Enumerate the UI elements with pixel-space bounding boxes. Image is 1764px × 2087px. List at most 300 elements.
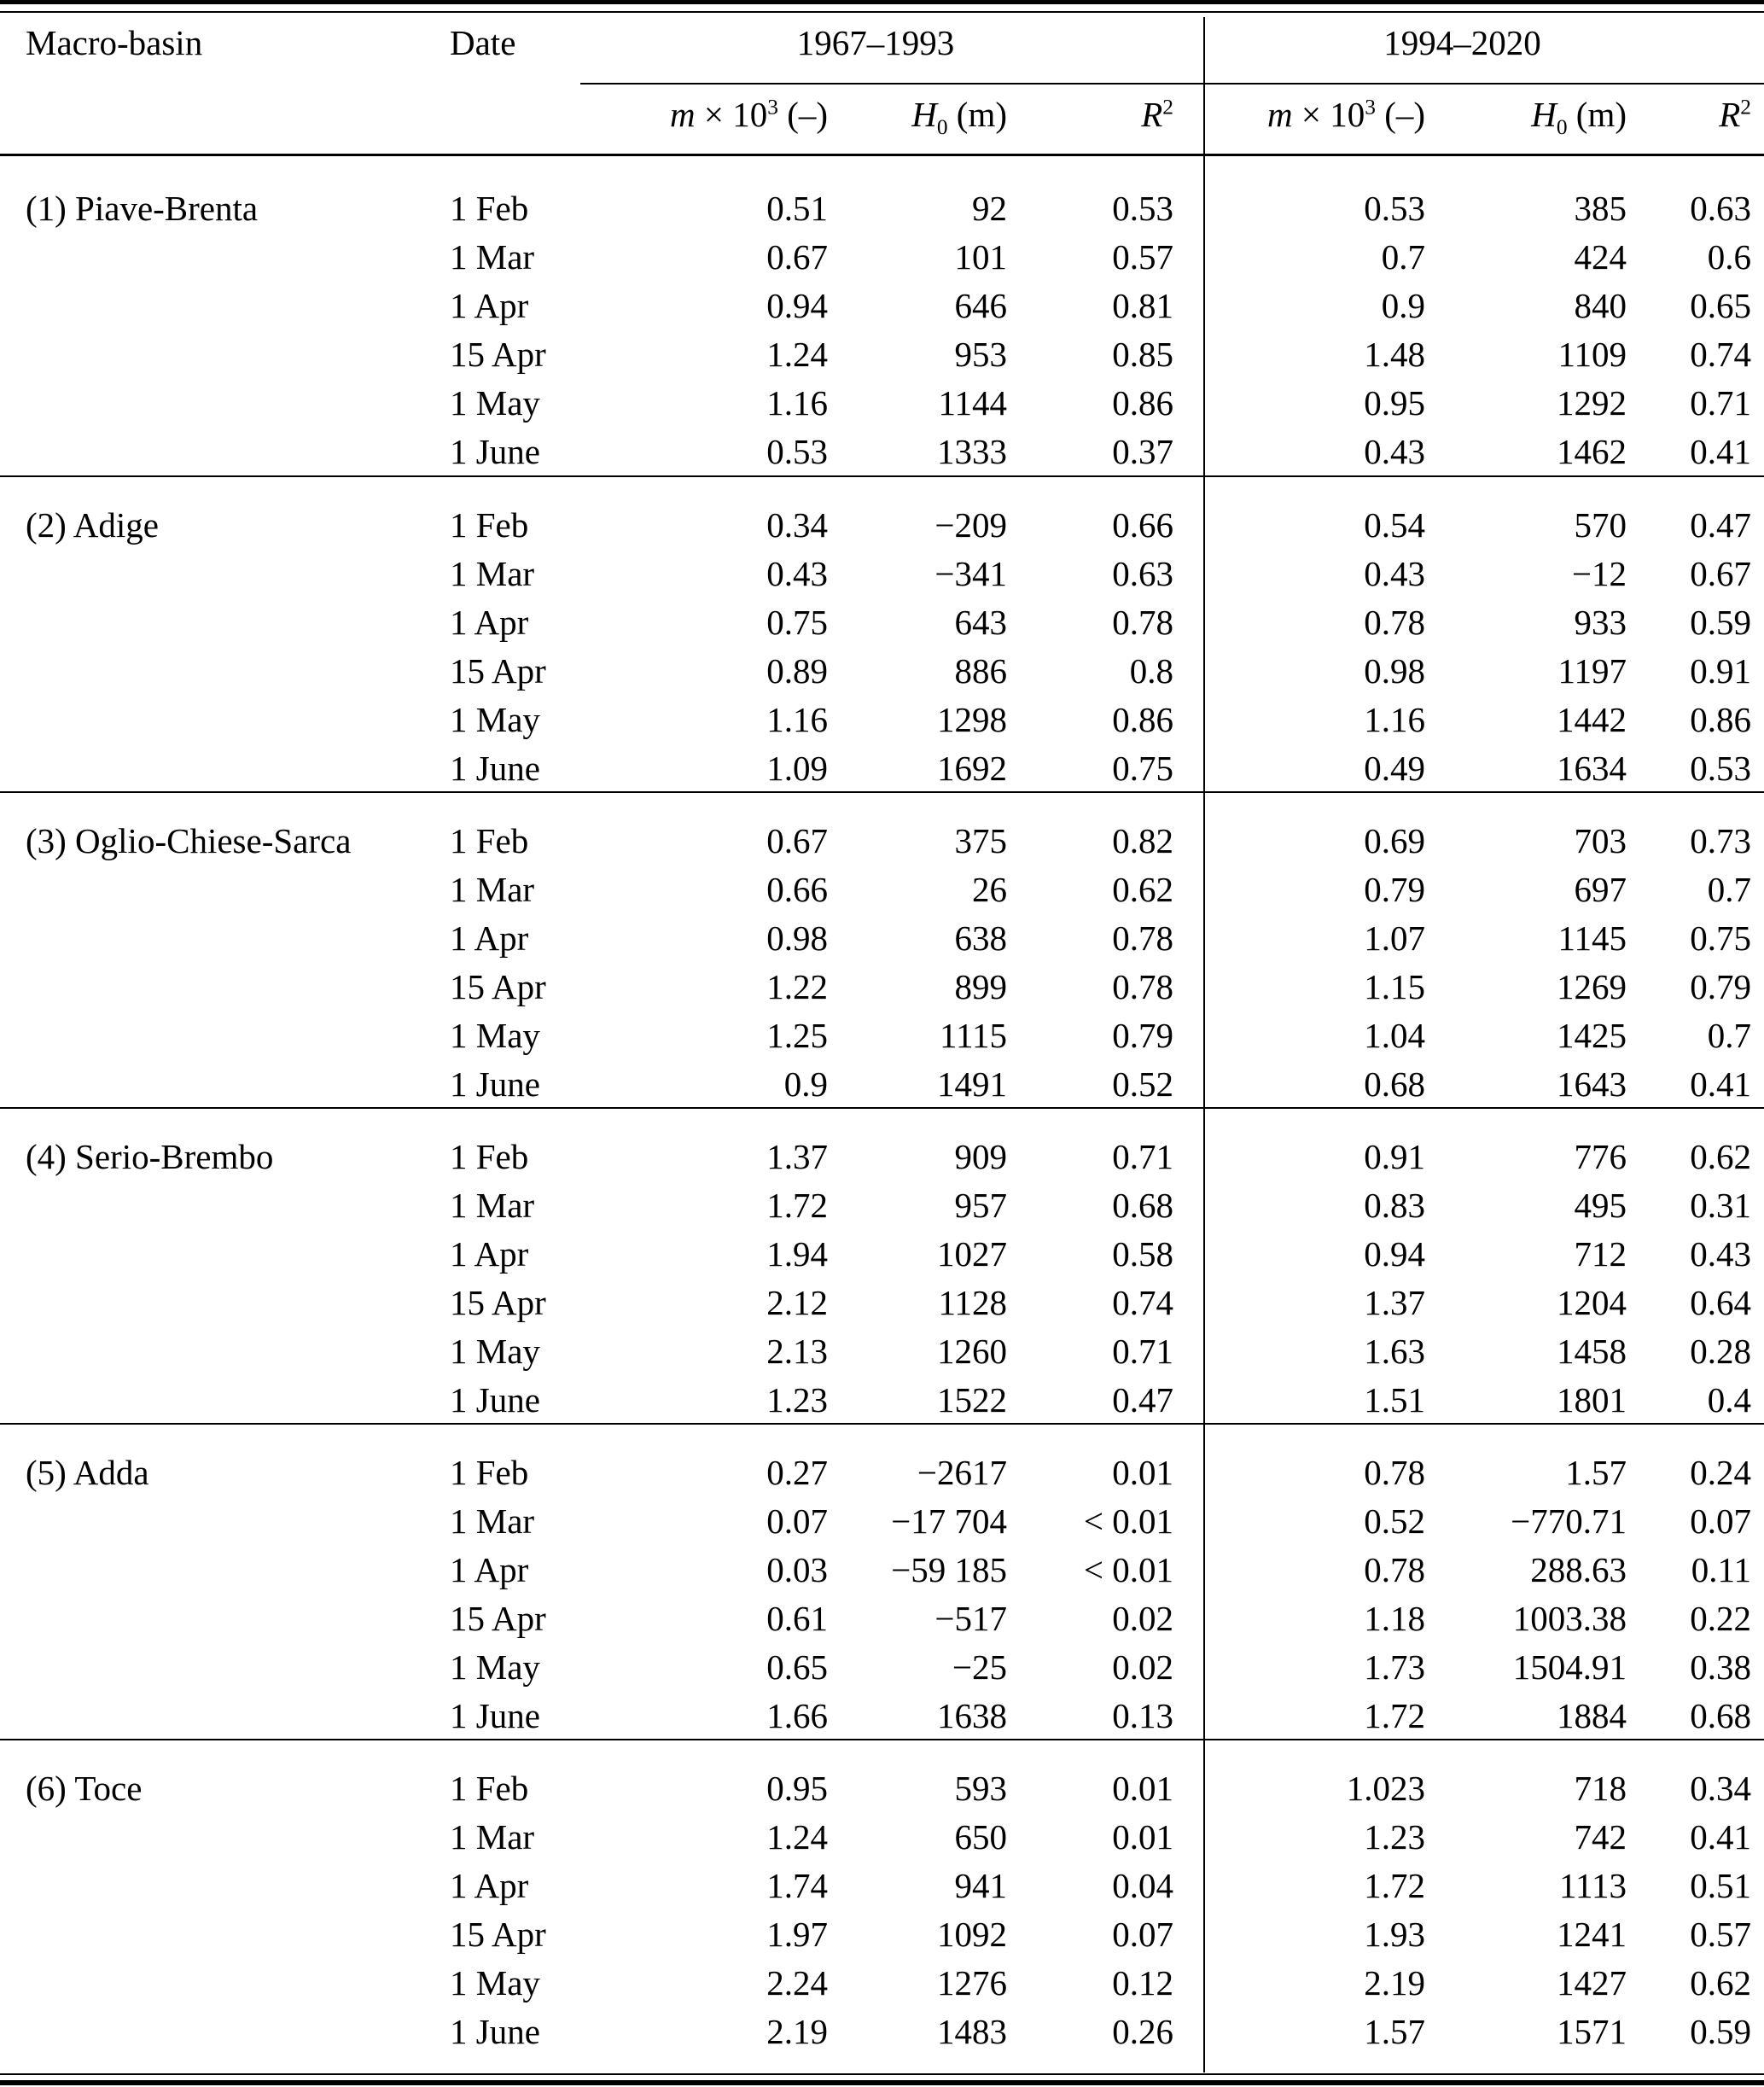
date-cell: 1 Apr — [450, 285, 529, 325]
r2-1994-2020-cell: 0.38 — [1690, 1647, 1751, 1687]
r2-1967-1993-cell: 0.86 — [1112, 382, 1173, 423]
table-row — [0, 1862, 1764, 1910]
m-1994-2020-cell: 0.95 — [1364, 382, 1425, 423]
r2-1967-1993-cell: 0.01 — [1112, 1768, 1173, 1808]
r2-1994-2020-cell: 0.73 — [1690, 820, 1751, 860]
m-1967-1993-cell: 0.94 — [766, 285, 828, 325]
r2-1994-2020-cell: 0.63 — [1690, 188, 1751, 228]
h0-1994-2020-cell: 1197 — [1557, 650, 1627, 691]
table-row — [0, 1813, 1764, 1862]
date-cell: 1 June — [450, 2011, 540, 2051]
date-cell: 1 June — [450, 1064, 540, 1104]
date-cell: 1 June — [450, 431, 540, 471]
h0-1994-2020-cell: 1204 — [1557, 1282, 1627, 1322]
basin-cell — [26, 550, 450, 598]
date-cell: 1 Feb — [450, 1768, 529, 1808]
r2-1967-1993-cell: 0.58 — [1112, 1233, 1173, 1274]
basin-cell — [26, 1497, 450, 1546]
h0-1994-2020-cell: 776 — [1574, 1136, 1627, 1176]
h0-1967-1993-cell: −25 — [952, 1647, 1007, 1687]
h0-1967-1993-cell: 26 — [972, 869, 1007, 909]
m-1967-1993-cell: 0.53 — [766, 431, 828, 471]
r2-1994-2020-cell: 0.62 — [1690, 1136, 1751, 1176]
h0-1967-1993-cell: 1027 — [937, 1233, 1007, 1274]
r2-1967-1993-cell: 0.37 — [1112, 431, 1173, 471]
r2-1994-2020-cell: 0.41 — [1690, 431, 1751, 471]
r2-1967-1993-cell: 0.68 — [1112, 1185, 1173, 1225]
h0-1967-1993-cell: 1692 — [937, 748, 1007, 788]
m-1967-1993-cell: 2.12 — [766, 1282, 828, 1322]
date-cell: 1 May — [450, 1962, 540, 2002]
h0-1967-1993-cell: −2617 — [917, 1452, 1007, 1492]
h0-1994-2020-cell: 1634 — [1557, 748, 1627, 788]
date-cell: 1 Feb — [450, 504, 529, 545]
h0-1967-1993-cell: 643 — [954, 602, 1007, 642]
basin-cell — [26, 696, 450, 744]
date-cell: 1 May — [450, 1331, 540, 1371]
h0-1967-1993-cell: 593 — [954, 1768, 1007, 1808]
r2-1967-1993-cell: 0.85 — [1112, 334, 1173, 374]
basin-cell: (3) Oglio-Chiese-Sarca — [26, 820, 352, 860]
r2-1967-1993-cell: 0.8 — [1129, 650, 1173, 691]
date-cell: 1 Mar — [450, 869, 535, 909]
table-row — [0, 1910, 1764, 1959]
table-row — [0, 1959, 1764, 2008]
m-1994-2020-cell: 2.19 — [1364, 1962, 1425, 2002]
table-row — [0, 282, 1764, 330]
period2-header: 1994–2020 — [1383, 23, 1541, 62]
table-row — [0, 1133, 1764, 1181]
m-1994-2020-cell: 1.023 — [1346, 1768, 1425, 1808]
h0-1967-1993-cell: −209 — [934, 504, 1007, 545]
m-1967-1993-cell: 1.24 — [766, 334, 828, 374]
basin-section — [0, 1740, 1764, 2056]
basin-cell: (6) Toce — [26, 1768, 143, 1808]
m-1967-1993-cell: 1.37 — [766, 1136, 828, 1176]
r2-1967-1993-cell: 0.07 — [1112, 1914, 1173, 1954]
m-1994-2020-cell: 0.78 — [1364, 1549, 1425, 1589]
h0-1994-2020-cell: 288.63 — [1530, 1549, 1627, 1589]
m-1967-1993-cell: 0.75 — [766, 602, 828, 642]
r2-1994-2020-cell: 0.34 — [1690, 1768, 1751, 1808]
h0-1994-2020-cell: 1442 — [1557, 699, 1627, 739]
table-header-row-subcols — [0, 92, 1764, 140]
m-1967-1993-cell: 0.27 — [766, 1452, 828, 1492]
top-rule-thick — [0, 0, 1764, 4]
h0-1967-1993-cell: 1115 — [940, 1015, 1007, 1055]
h0-1967-1993-cell: 1092 — [937, 1914, 1007, 1954]
h0-1994-2020-cell: 697 — [1574, 869, 1627, 909]
h0-1967-1993-cell: 1260 — [937, 1331, 1007, 1371]
m-1967-1993-cell: 1.16 — [766, 382, 828, 423]
r2-1967-1993-cell: 0.01 — [1112, 1452, 1173, 1492]
basin-cell — [26, 428, 450, 476]
h0-1994-2020-cell: 1458 — [1557, 1331, 1627, 1371]
date-cell: 1 Apr — [450, 1233, 529, 1274]
m-1967-1993-cell: 1.23 — [766, 1379, 828, 1420]
period-divider-line — [1203, 17, 1205, 2072]
r2-1994-2020-cell: 0.31 — [1690, 1185, 1751, 1225]
m-1994-2020-cell: 0.7 — [1381, 236, 1425, 277]
r2-1994-2020-cell: 0.07 — [1690, 1501, 1751, 1541]
r2-1967-1993-cell: 0.13 — [1112, 1695, 1173, 1735]
basin-cell — [26, 330, 450, 379]
m-1994-2020-cell: 1.51 — [1364, 1379, 1425, 1420]
m-1994-2020-cell: 1.23 — [1364, 1816, 1425, 1857]
top-rule-thin — [0, 11, 1764, 13]
r2-1994-2020-cell: 0.67 — [1690, 553, 1751, 593]
r2-1967-1993-cell: 0.78 — [1112, 918, 1173, 958]
r2-1994-2020-cell: 0.51 — [1690, 1865, 1751, 1905]
h0-1994-2020-cell: 1113 — [1559, 1865, 1627, 1905]
r2-1994-2020-cell: 0.47 — [1690, 504, 1751, 545]
date-cell: 1 May — [450, 699, 540, 739]
basin-cell — [26, 1376, 450, 1425]
table-row — [0, 1449, 1764, 1497]
h0-1994-2020-cell: 1801 — [1557, 1379, 1627, 1420]
m-1967-1993-cell: 0.66 — [766, 869, 828, 909]
m-1967-1993-cell: 0.61 — [766, 1598, 828, 1638]
m-1967-1993-cell: 1.25 — [766, 1015, 828, 1055]
h0-1994-2020-cell: 703 — [1574, 820, 1627, 860]
h0-1967-1993-cell: 1276 — [937, 1962, 1007, 2002]
m-1967-1993-cell: 1.97 — [766, 1914, 828, 1954]
r2-1967-1993-cell: 0.53 — [1112, 188, 1173, 228]
m-1994-2020-cell: 1.72 — [1364, 1695, 1425, 1735]
table-body — [0, 156, 1764, 2056]
r2-1994-2020-cell: 0.64 — [1690, 1282, 1751, 1322]
table-row — [0, 1327, 1764, 1376]
table-row — [0, 1546, 1764, 1594]
date-cell: 1 Apr — [450, 918, 529, 958]
r2-1967-1993-cell: 0.12 — [1112, 1962, 1173, 2002]
r2-1967-1993-cell: 0.62 — [1112, 869, 1173, 909]
h0-1967-1993-cell: 650 — [954, 1816, 1007, 1857]
h0-1994-2020-cell: 1462 — [1557, 431, 1627, 471]
empty-basin-headcell — [26, 92, 450, 137]
m-1994-2020-cell: 0.53 — [1364, 188, 1425, 228]
basin-cell — [26, 2008, 450, 2056]
r2-1967-1993-cell: 0.82 — [1112, 820, 1173, 860]
bottom-rule-thin — [0, 2073, 1764, 2075]
table-row — [0, 1643, 1764, 1692]
h0-header-p1: $H_0$ (m) — [911, 95, 1007, 140]
table-row — [0, 1692, 1764, 1740]
date-cell: 1 Apr — [450, 1865, 529, 1905]
h0-1967-1993-cell: 941 — [954, 1865, 1007, 1905]
h0-1994-2020-cell: 933 — [1574, 602, 1627, 642]
r2-1967-1993-cell: 0.47 — [1112, 1379, 1173, 1420]
m-1994-2020-cell: 0.78 — [1364, 602, 1425, 642]
h0-1994-2020-cell: 1003.38 — [1512, 1598, 1627, 1638]
h0-1967-1993-cell: 1333 — [937, 431, 1007, 471]
date-cell: 1 Mar — [450, 553, 535, 593]
basin-cell — [26, 233, 450, 282]
r2-1994-2020-cell: 0.86 — [1690, 699, 1751, 739]
r2-1967-1993-cell: 0.57 — [1112, 236, 1173, 277]
h0-1994-2020-cell: 1145 — [1557, 918, 1627, 958]
date-cell: 1 Apr — [450, 602, 529, 642]
table-row — [0, 914, 1764, 963]
h0-header-p2: $H_0$ (m) — [1531, 95, 1627, 140]
basin-cell: (2) Adige — [26, 504, 159, 545]
basin-cell — [26, 282, 450, 330]
date-cell: 1 Mar — [450, 236, 535, 277]
table-row — [0, 817, 1764, 866]
date-cell: 1 Mar — [450, 1501, 535, 1541]
date-cell: 1 Apr — [450, 1549, 529, 1589]
r2-1967-1993-cell: 0.63 — [1112, 553, 1173, 593]
r2-header-p2: $R^2$ — [1719, 95, 1751, 134]
date-cell: 1 June — [450, 1695, 540, 1735]
periods-underline-rule — [580, 83, 1764, 85]
date-cell: 1 Feb — [450, 188, 529, 228]
basin-cell — [26, 1327, 450, 1376]
basin-cell — [26, 1594, 450, 1643]
basin-cell — [26, 914, 450, 963]
m-1967-1993-cell: 1.09 — [766, 748, 828, 788]
date-header: Date — [450, 23, 516, 62]
m-1967-1993-cell: 0.51 — [766, 188, 828, 228]
basin-cell — [26, 1692, 450, 1740]
h0-1994-2020-cell: 570 — [1574, 504, 1627, 545]
r2-1994-2020-cell: 0.79 — [1690, 966, 1751, 1006]
m-1967-1993-cell: 0.9 — [783, 1064, 828, 1104]
r2-1994-2020-cell: 0.4 — [1707, 1379, 1751, 1420]
basin-cell — [26, 1546, 450, 1594]
r2-1994-2020-cell: 0.59 — [1690, 2011, 1751, 2051]
h0-1994-2020-cell: 495 — [1574, 1185, 1627, 1225]
m-1967-1993-cell: 0.89 — [766, 650, 828, 691]
date-cell: 1 Feb — [450, 820, 529, 860]
h0-1967-1993-cell: −341 — [934, 553, 1007, 593]
m-1994-2020-cell: 1.37 — [1364, 1282, 1425, 1322]
r2-1994-2020-cell: 0.28 — [1690, 1331, 1751, 1371]
r2-1994-2020-cell: 0.24 — [1690, 1452, 1751, 1492]
h0-1994-2020-cell: 1427 — [1557, 1962, 1627, 2002]
m-1967-1993-cell: 0.67 — [766, 820, 828, 860]
basin-section — [0, 1109, 1764, 1425]
m-1967-1993-cell: 2.24 — [766, 1962, 828, 2002]
m-1967-1993-cell: 1.66 — [766, 1695, 828, 1735]
h0-1967-1993-cell: 1128 — [938, 1282, 1007, 1322]
h0-1967-1993-cell: 375 — [954, 820, 1007, 860]
m-1994-2020-cell: 0.43 — [1364, 431, 1425, 471]
m-1967-1993-cell: 0.34 — [766, 504, 828, 545]
m-1967-1993-cell: 2.13 — [766, 1331, 828, 1371]
table-row — [0, 1181, 1764, 1230]
table-row — [0, 428, 1764, 476]
m-1994-2020-cell: 1.63 — [1364, 1331, 1425, 1371]
h0-1967-1993-cell: 1491 — [937, 1064, 1007, 1104]
h0-1967-1993-cell: 638 — [954, 918, 1007, 958]
basin-section — [0, 156, 1764, 477]
m-1967-1993-cell: 0.95 — [766, 1768, 828, 1808]
m-1967-1993-cell: 1.22 — [766, 966, 828, 1006]
table-row — [0, 1011, 1764, 1060]
r2-1994-2020-cell: 0.75 — [1690, 918, 1751, 958]
m-1994-2020-cell: 1.73 — [1364, 1647, 1425, 1687]
r2-1967-1993-cell: 0.71 — [1112, 1136, 1173, 1176]
basin-cell — [26, 866, 450, 914]
basin-cell: (4) Serio-Brembo — [26, 1136, 274, 1176]
bottom-rule-thick — [0, 2080, 1764, 2085]
table-row — [0, 598, 1764, 647]
h0-1994-2020-cell: 1425 — [1557, 1015, 1627, 1055]
h0-1967-1993-cell: 886 — [954, 650, 1007, 691]
m-1967-1993-cell: 1.16 — [766, 699, 828, 739]
basin-section — [0, 477, 1764, 793]
m-1994-2020-cell: 0.98 — [1364, 650, 1425, 691]
table-row — [0, 550, 1764, 598]
table-row — [0, 1060, 1764, 1109]
m-1994-2020-cell: 1.72 — [1364, 1865, 1425, 1905]
h0-1967-1993-cell: 899 — [954, 966, 1007, 1006]
r2-1967-1993-cell: 0.01 — [1112, 1816, 1173, 1857]
m-1967-1993-cell: 0.65 — [766, 1647, 828, 1687]
m-1967-1993-cell: 0.07 — [766, 1501, 828, 1541]
h0-1994-2020-cell: 840 — [1574, 285, 1627, 325]
h0-1967-1993-cell: −17 704 — [891, 1501, 1007, 1541]
r2-1994-2020-cell: 0.41 — [1690, 1816, 1751, 1857]
r2-1967-1993-cell: 0.78 — [1112, 966, 1173, 1006]
m-1994-2020-cell: 1.16 — [1364, 699, 1425, 739]
h0-1994-2020-cell: 1241 — [1557, 1914, 1627, 1954]
h0-1994-2020-cell: 1109 — [1557, 334, 1627, 374]
h0-1994-2020-cell: −12 — [1571, 553, 1627, 593]
m-1967-1993-cell: 1.72 — [766, 1185, 828, 1225]
m-header-p1: $m \times 10^3$ (–) — [670, 95, 828, 134]
r2-1994-2020-cell: 0.43 — [1690, 1233, 1751, 1274]
m-1967-1993-cell: 0.43 — [766, 553, 828, 593]
h0-1994-2020-cell: 1.57 — [1565, 1452, 1627, 1492]
h0-1967-1993-cell: −59 185 — [891, 1549, 1007, 1589]
h0-1994-2020-cell: 1571 — [1557, 2011, 1627, 2051]
h0-1994-2020-cell: 1292 — [1557, 382, 1627, 423]
date-cell: 15 Apr — [450, 334, 546, 374]
h0-1994-2020-cell: 385 — [1574, 188, 1627, 228]
basin-cell — [26, 1230, 450, 1279]
r2-1994-2020-cell: 0.68 — [1690, 1695, 1751, 1735]
r2-1967-1993-cell: 0.02 — [1112, 1647, 1173, 1687]
r2-1967-1993-cell: 0.52 — [1112, 1064, 1173, 1104]
basin-cell — [26, 1060, 450, 1109]
m-1994-2020-cell: 1.93 — [1364, 1914, 1425, 1954]
r2-1994-2020-cell: 0.65 — [1690, 285, 1751, 325]
m-1994-2020-cell: 1.48 — [1364, 334, 1425, 374]
date-cell: 1 June — [450, 748, 540, 788]
m-1994-2020-cell: 0.9 — [1381, 285, 1425, 325]
date-cell: 1 May — [450, 1647, 540, 1687]
h0-1967-1993-cell: 909 — [954, 1136, 1007, 1176]
r2-1967-1993-cell: 0.78 — [1112, 602, 1173, 642]
m-1967-1993-cell: 1.94 — [766, 1233, 828, 1274]
h0-1994-2020-cell: 1504.91 — [1512, 1647, 1627, 1687]
date-cell: 1 June — [450, 1379, 540, 1420]
h0-1967-1993-cell: 1298 — [937, 699, 1007, 739]
date-cell: 1 May — [450, 382, 540, 423]
m-1994-2020-cell: 0.43 — [1364, 553, 1425, 593]
r2-1967-1993-cell: 0.79 — [1112, 1015, 1173, 1055]
m-1967-1993-cell: 0.03 — [766, 1549, 828, 1589]
basin-cell — [26, 1181, 450, 1230]
table-header-row-periods — [0, 20, 1764, 65]
basin-cell — [26, 598, 450, 647]
empty-date-headcell — [450, 92, 578, 137]
basin-section — [0, 1425, 1764, 1740]
table-row — [0, 330, 1764, 379]
basin-cell — [26, 963, 450, 1011]
h0-1967-1993-cell: 1144 — [938, 382, 1007, 423]
h0-1994-2020-cell: 742 — [1574, 1816, 1627, 1857]
date-cell: 1 Mar — [450, 1816, 535, 1857]
r2-1994-2020-cell: 0.59 — [1690, 602, 1751, 642]
r2-1967-1993-cell: < 0.01 — [1083, 1549, 1173, 1589]
m-1994-2020-cell: 1.04 — [1364, 1015, 1425, 1055]
m-1994-2020-cell: 0.94 — [1364, 1233, 1425, 1274]
m-1994-2020-cell: 0.91 — [1364, 1136, 1425, 1176]
h0-1994-2020-cell: 718 — [1574, 1768, 1627, 1808]
macro-basin-header: Macro-basin — [26, 23, 203, 62]
m-1994-2020-cell: 0.68 — [1364, 1064, 1425, 1104]
r2-1994-2020-cell: 0.7 — [1707, 869, 1751, 909]
m-1967-1993-cell: 0.67 — [766, 236, 828, 277]
table-row — [0, 233, 1764, 282]
m-1994-2020-cell: 1.07 — [1364, 918, 1425, 958]
m-1994-2020-cell: 0.69 — [1364, 820, 1425, 860]
table-row — [0, 184, 1764, 233]
date-cell: 1 Mar — [450, 1185, 535, 1225]
r2-1967-1993-cell: 0.04 — [1112, 1865, 1173, 1905]
r2-1994-2020-cell: 0.11 — [1691, 1549, 1751, 1589]
table-row — [0, 744, 1764, 793]
r2-1967-1993-cell: 0.02 — [1112, 1598, 1173, 1638]
date-cell: 15 Apr — [450, 1598, 546, 1638]
r2-1967-1993-cell: < 0.01 — [1083, 1501, 1173, 1541]
r2-1967-1993-cell: 0.26 — [1112, 2011, 1173, 2051]
date-cell: 1 May — [450, 1015, 540, 1055]
basin-cell — [26, 1862, 450, 1910]
r2-header-p1: $R^2$ — [1141, 95, 1173, 134]
table-row — [0, 1279, 1764, 1327]
table-row — [0, 1594, 1764, 1643]
r2-1967-1993-cell: 0.71 — [1112, 1331, 1173, 1371]
date-cell: 15 Apr — [450, 1282, 546, 1322]
m-1994-2020-cell: 0.83 — [1364, 1185, 1425, 1225]
basin-cell — [26, 1279, 450, 1327]
r2-1967-1993-cell: 0.81 — [1112, 285, 1173, 325]
basin-cell — [26, 1910, 450, 1959]
basin-cell — [26, 1959, 450, 2008]
r2-1994-2020-cell: 0.91 — [1690, 650, 1751, 691]
r2-1967-1993-cell: 0.74 — [1112, 1282, 1173, 1322]
r2-1994-2020-cell: 0.57 — [1690, 1914, 1751, 1954]
h0-1994-2020-cell: 1269 — [1557, 966, 1627, 1006]
r2-1994-2020-cell: 0.41 — [1690, 1064, 1751, 1104]
r2-1967-1993-cell: 0.75 — [1112, 748, 1173, 788]
m-1994-2020-cell: 1.18 — [1364, 1598, 1425, 1638]
table-row — [0, 866, 1764, 914]
h0-1967-1993-cell: 953 — [954, 334, 1007, 374]
basin-cell — [26, 1011, 450, 1060]
date-cell: 15 Apr — [450, 966, 546, 1006]
h0-1994-2020-cell: 424 — [1574, 236, 1627, 277]
m-1994-2020-cell: 0.49 — [1364, 748, 1425, 788]
r2-1994-2020-cell: 0.71 — [1690, 382, 1751, 423]
h0-1967-1993-cell: 92 — [972, 188, 1007, 228]
m-1967-1993-cell: 1.74 — [766, 1865, 828, 1905]
h0-1994-2020-cell: 712 — [1574, 1233, 1627, 1274]
